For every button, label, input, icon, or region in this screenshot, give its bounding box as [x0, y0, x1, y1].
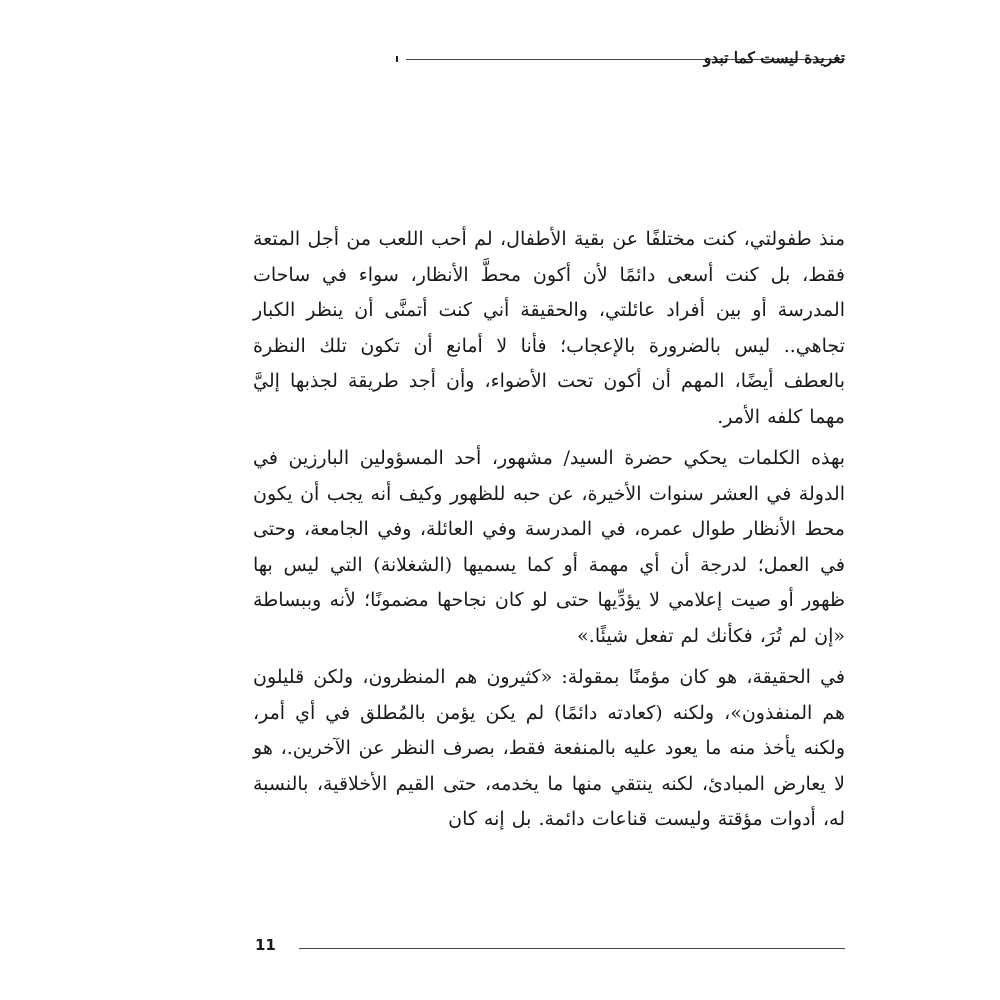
paragraph-3: في الحقيقة، هو كان مؤمنًا بمقولة: «كثيرون هم المنظرون، ولكن قليلون هم المنفذون»، ولكنه (كعادته دائمًا) لم يكن يؤمن بالمُطلق في أي أمر، ولكنه يأخذ منه ما يعود عليه بالمنفعة فقط، بصرف النظر عن الآخرين.، هو لا يعارض المبادئ، لكنه ينتقي منها ما يخدمه، حتى القيم الأخلاقية، بالنسبة له، أدوات مؤقتة وليست قناعات دائمة. بل إنه كان — [253, 666, 845, 830]
book-title: تغريدة ليست كما تبدو — [703, 48, 845, 67]
running-header — [253, 44, 845, 72]
paragraph-2: بهذه الكلمات يحكي حضرة السيد/ مشهور، أحد المسؤولين البارزين في الدولة في العشر سنوات الأخيرة، عن حبه للظهور وكيف أنه يجب أن يكون محط الأنظار طوال عمره، في المدرسة وفي العائلة، وفي الجامعة، وحتى في العمل؛ لدرجة أن أي مهمة أو كما يسميها (الشغلانة) التي ليس بها ظهور أو صيت إعلامي لا يؤدِّيها حتى لو كان نجاحها مضمونًا؛ لأنه وببساطة «إن لم تُرَ، فكأنك لم تفعل شيئًا.» — [253, 447, 845, 647]
header-rule-end-mark — [396, 56, 398, 62]
paragraph-1: منذ طفولتي، كنت مختلفًا عن بقية الأطفال، لم أحب اللعب من أجل المتعة فقط، بل كنت أسعى دائمًا لأن أكون محطَّ الأنظار، سواء في ساحات المدرسة أو بين أفراد عائلتي، والحقيقة أني كنت أتمنَّى أن ينظر الكبار تجاهي.. ليس بالضرورة بالإعجاب؛ فأنا لا أمانع أن تكون تلك النظرة بالعطف أيضًا، المهم أن أكون تحت الأضواء، وأن أجد طريقة لجذبها إليَّ مهما كلفه الأمر. — [253, 228, 845, 428]
page-footer — [253, 930, 845, 960]
body-text — [253, 222, 845, 844]
footer-rule — [299, 948, 845, 949]
page-number: 11 — [255, 936, 276, 954]
